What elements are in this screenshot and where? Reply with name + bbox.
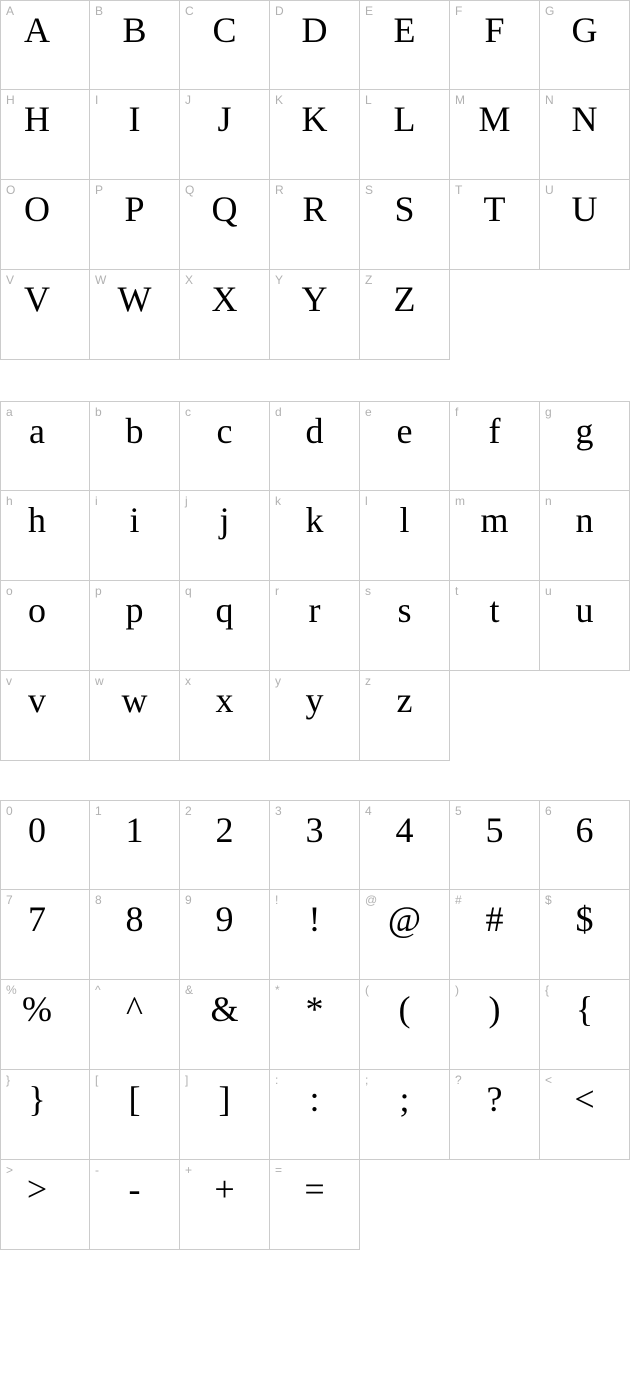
glyph-sample: 2 [215, 810, 234, 850]
glyph-cell [180, 90, 270, 180]
glyph-sample: V [24, 279, 50, 319]
glyph-block-uppercase [0, 0, 640, 360]
glyph-sample: 9 [215, 899, 234, 939]
glyph-cell [270, 270, 360, 360]
glyph-cell [0, 180, 90, 270]
glyph-sample: : [309, 1079, 320, 1119]
glyph-label: & [185, 983, 194, 997]
glyph-cell [180, 1070, 270, 1160]
glyph-sample: h [28, 500, 46, 540]
glyph-row [0, 270, 640, 360]
glyph-cell [0, 581, 90, 671]
glyph-label: T [455, 183, 463, 197]
glyph-cell [360, 270, 450, 360]
glyph-sample: 8 [125, 899, 144, 939]
glyph-sample: * [305, 989, 324, 1029]
glyph-label: ^ [95, 983, 101, 997]
glyph-label: P [95, 183, 104, 197]
glyph-label: ( [365, 983, 369, 997]
glyph-label: j [185, 494, 188, 508]
glyph-label: ! [275, 893, 279, 907]
glyph-label: t [455, 584, 459, 598]
glyph-sample: 7 [28, 899, 46, 939]
glyph-sample: + [214, 1169, 235, 1209]
glyph-sample: t [489, 590, 500, 630]
glyph-cell [270, 980, 360, 1070]
glyph-label: $ [545, 893, 552, 907]
glyph-label: x [185, 674, 191, 688]
glyph-cell [540, 0, 630, 90]
glyph-label: F [455, 4, 463, 18]
glyph-sample: G [571, 10, 598, 50]
glyph-cell [90, 401, 180, 491]
glyph-label: % [6, 983, 17, 997]
glyph-label: - [95, 1163, 99, 1177]
glyph-sample: H [24, 99, 50, 139]
glyph-sample: a [29, 411, 45, 451]
glyph-cell [0, 90, 90, 180]
glyph-label: ; [365, 1073, 369, 1087]
glyph-label: n [545, 494, 552, 508]
glyph-sample: 1 [125, 810, 144, 850]
glyph-cell [450, 180, 540, 270]
glyph-sample: z [396, 680, 413, 720]
glyph-cell [90, 1160, 180, 1250]
glyph-label: r [275, 584, 279, 598]
glyph-label: p [95, 584, 102, 598]
glyph-sample: r [308, 590, 321, 630]
glyph-cell [0, 491, 90, 581]
glyph-cell [360, 581, 450, 671]
glyph-sample: d [305, 411, 324, 451]
glyph-label: L [365, 93, 372, 107]
glyph-block-lowercase [0, 401, 640, 761]
glyph-cell [180, 180, 270, 270]
glyph-label: O [6, 183, 16, 197]
glyph-label: w [95, 674, 104, 688]
glyph-cell [360, 890, 450, 980]
glyph-label: [ [95, 1073, 99, 1087]
glyph-sample: = [304, 1169, 325, 1209]
glyph-label: > [6, 1163, 14, 1177]
glyph-cell [270, 0, 360, 90]
glyph-cell [180, 671, 270, 761]
glyph-label: s [365, 584, 371, 598]
glyph-cell [90, 0, 180, 90]
glyph-sample: 6 [575, 810, 594, 850]
glyph-label: d [275, 405, 282, 419]
glyph-sample: ; [399, 1079, 410, 1119]
glyph-sample: K [301, 99, 328, 139]
glyph-cell [450, 1070, 540, 1160]
glyph-cell [180, 1160, 270, 1250]
glyph-sample: i [129, 500, 140, 540]
glyph-cell [90, 491, 180, 581]
glyph-label: # [455, 893, 462, 907]
glyph-label: i [95, 494, 98, 508]
glyph-sample: & [210, 989, 239, 1029]
glyph-sample: b [125, 411, 144, 451]
glyph-row [0, 671, 640, 761]
glyph-sample: x [215, 680, 234, 720]
glyph-cell [360, 180, 450, 270]
glyph-label: y [275, 674, 281, 688]
glyph-label: 2 [185, 804, 192, 818]
glyph-cell [270, 180, 360, 270]
glyph-cell [450, 890, 540, 980]
glyph-cell [180, 800, 270, 890]
glyph-sample: w [121, 680, 148, 720]
glyph-cell [540, 1070, 630, 1160]
glyph-cell [270, 581, 360, 671]
glyph-sample: ! [308, 899, 321, 939]
glyph-label: U [545, 183, 554, 197]
glyph-sample: s [397, 590, 412, 630]
glyph-sample: } [28, 1079, 46, 1119]
glyph-label: R [275, 183, 284, 197]
glyph-cell [270, 1070, 360, 1160]
glyph-sample: T [483, 189, 506, 229]
glyph-cell [270, 90, 360, 180]
glyph-sample: M [478, 99, 511, 139]
glyph-cell [180, 581, 270, 671]
glyph-cell [360, 980, 450, 1070]
glyph-sample: v [28, 680, 46, 720]
glyph-cell [90, 890, 180, 980]
glyph-label: 9 [185, 893, 192, 907]
glyph-label: v [6, 674, 12, 688]
glyph-sample: P [124, 189, 145, 229]
glyph-cell [360, 1070, 450, 1160]
glyph-label: M [455, 93, 465, 107]
glyph-sample: W [117, 279, 152, 319]
glyph-sample: E [393, 10, 416, 50]
glyph-cell [450, 800, 540, 890]
glyph-sample: # [485, 899, 504, 939]
glyph-cell [360, 0, 450, 90]
glyph-label: ] [185, 1073, 189, 1087]
glyph-label: Z [365, 273, 373, 287]
glyph-row [0, 90, 640, 180]
glyph-label: b [95, 405, 102, 419]
glyph-cell [270, 671, 360, 761]
glyph-cell [0, 890, 90, 980]
glyph-cell [270, 491, 360, 581]
glyph-sample: o [28, 590, 46, 630]
glyph-sample: < [574, 1079, 595, 1119]
glyph-label: N [545, 93, 554, 107]
glyph-sample: l [399, 500, 410, 540]
glyph-cell [0, 401, 90, 491]
glyph-row [0, 1160, 640, 1250]
glyph-label: e [365, 405, 372, 419]
glyph-label: H [6, 93, 15, 107]
glyph-cell [180, 491, 270, 581]
glyph-sample: m [480, 500, 509, 540]
glyph-row [0, 980, 640, 1070]
glyph-cell [90, 270, 180, 360]
glyph-cell [540, 401, 630, 491]
glyph-cell [270, 800, 360, 890]
glyph-cell [360, 800, 450, 890]
glyph-label: : [275, 1073, 279, 1087]
glyph-cell [450, 0, 540, 90]
glyph-label: h [6, 494, 13, 508]
glyph-sample: - [128, 1169, 141, 1209]
glyph-label: D [275, 4, 284, 18]
glyph-cell [0, 671, 90, 761]
glyph-cell [180, 0, 270, 90]
glyph-sample: ^ [126, 989, 143, 1029]
glyph-cell [540, 890, 630, 980]
glyph-cell [540, 180, 630, 270]
glyph-sample: I [128, 99, 141, 139]
glyph-cell [180, 401, 270, 491]
glyph-label: u [545, 584, 552, 598]
glyph-label: 4 [365, 804, 372, 818]
glyph-sample: F [484, 10, 505, 50]
glyph-cell [180, 890, 270, 980]
glyph-label: = [275, 1163, 283, 1177]
glyph-cell [540, 90, 630, 180]
glyph-label: 6 [545, 804, 552, 818]
glyph-sample: p [125, 590, 144, 630]
glyph-cell [90, 800, 180, 890]
glyph-label: 3 [275, 804, 282, 818]
glyph-sample: % [22, 989, 52, 1029]
glyph-cell [360, 671, 450, 761]
glyph-sample: J [217, 99, 232, 139]
glyph-cell [540, 800, 630, 890]
glyph-cell [0, 800, 90, 890]
glyph-sample: D [301, 10, 328, 50]
glyph-cell [90, 180, 180, 270]
glyph-label: ) [455, 983, 459, 997]
glyph-label: m [455, 494, 465, 508]
glyph-label: S [365, 183, 374, 197]
glyph-label: 0 [6, 804, 13, 818]
glyph-sample: 3 [305, 810, 324, 850]
glyph-sample: [ [128, 1079, 141, 1119]
glyph-cell [0, 980, 90, 1070]
glyph-label: 7 [6, 893, 13, 907]
glyph-sample: > [26, 1169, 48, 1209]
glyph-label: G [545, 4, 555, 18]
glyph-cell [0, 270, 90, 360]
glyph-sample: S [394, 189, 415, 229]
glyph-sample: y [305, 680, 324, 720]
glyph-label: W [95, 273, 107, 287]
glyph-sample: ] [218, 1079, 231, 1119]
glyph-sample: Z [393, 279, 416, 319]
glyph-sample: O [24, 189, 50, 229]
glyph-cell [90, 1070, 180, 1160]
glyph-label: 8 [95, 893, 102, 907]
glyph-label: } [6, 1073, 11, 1087]
glyph-label: + [185, 1163, 193, 1177]
glyph-sample: g [575, 411, 594, 451]
glyph-sample: 0 [28, 810, 46, 850]
glyph-sample: Q [211, 189, 238, 229]
glyph-sample: A [24, 10, 50, 50]
glyph-label: z [365, 674, 371, 688]
glyph-label: Y [275, 273, 284, 287]
glyph-row [0, 800, 640, 890]
glyph-label: ? [455, 1073, 462, 1087]
glyph-sample: @ [387, 899, 422, 939]
glyph-sample: f [488, 411, 501, 451]
glyph-row [0, 180, 640, 270]
glyph-cell [360, 401, 450, 491]
glyph-sample: ) [488, 989, 501, 1029]
glyph-label: I [95, 93, 99, 107]
glyph-label: B [95, 4, 104, 18]
glyph-cell [450, 491, 540, 581]
glyph-label: A [6, 4, 15, 18]
glyph-sample: ( [398, 989, 411, 1029]
glyph-label: @ [365, 893, 378, 907]
glyph-cell [0, 1160, 90, 1250]
glyph-cell [450, 980, 540, 1070]
glyph-sample: ? [486, 1079, 503, 1119]
glyph-cell [180, 980, 270, 1070]
glyph-cell [0, 0, 90, 90]
glyph-sample: 4 [395, 810, 414, 850]
glyph-label: Q [185, 183, 195, 197]
glyph-cell [540, 980, 630, 1070]
glyph-sample: R [302, 189, 327, 229]
glyph-sample: Y [301, 279, 328, 319]
glyph-sample: u [575, 590, 594, 630]
glyph-sample: q [215, 590, 234, 630]
glyph-label: c [185, 405, 191, 419]
glyph-block-numerals-symbols [0, 800, 640, 1250]
glyph-label: J [185, 93, 191, 107]
glyph-sample: 5 [485, 810, 504, 850]
glyph-cell [90, 980, 180, 1070]
glyph-cell [270, 890, 360, 980]
glyph-label: { [545, 983, 550, 997]
glyph-label: V [6, 273, 15, 287]
glyph-label: f [455, 405, 459, 419]
glyph-sample: X [211, 279, 238, 319]
glyph-cell [360, 491, 450, 581]
glyph-label: * [275, 983, 280, 997]
glyph-cell [450, 90, 540, 180]
glyph-label: k [275, 494, 281, 508]
glyph-cell [90, 581, 180, 671]
glyph-sample: { [575, 989, 594, 1029]
glyph-label: C [185, 4, 194, 18]
glyph-label: q [185, 584, 192, 598]
glyph-row [0, 0, 640, 90]
glyph-row [0, 890, 640, 980]
glyph-cell [540, 491, 630, 581]
glyph-label: X [185, 273, 194, 287]
glyph-sample: k [305, 500, 324, 540]
glyph-cell [180, 270, 270, 360]
glyph-sample: e [396, 411, 413, 451]
glyph-sample: C [212, 10, 237, 50]
glyph-cell [90, 671, 180, 761]
glyph-label: 1 [95, 804, 102, 818]
glyph-cell [90, 90, 180, 180]
glyph-label: o [6, 584, 13, 598]
glyph-cell [360, 90, 450, 180]
glyph-cell [450, 401, 540, 491]
glyph-label: g [545, 405, 552, 419]
glyph-row [0, 401, 640, 491]
glyph-sample: $ [575, 899, 594, 939]
glyph-row [0, 1070, 640, 1160]
glyph-row [0, 581, 640, 671]
glyph-sample: B [122, 10, 147, 50]
glyph-sample: n [575, 500, 594, 540]
glyph-label: l [365, 494, 368, 508]
glyph-label: 5 [455, 804, 462, 818]
glyph-cell [270, 1160, 360, 1250]
glyph-sample: c [216, 411, 233, 451]
glyph-cell [0, 1070, 90, 1160]
glyph-label: K [275, 93, 284, 107]
glyph-label: < [545, 1073, 553, 1087]
glyph-label: E [365, 4, 374, 18]
glyph-sample: j [219, 500, 230, 540]
glyph-row [0, 491, 640, 581]
glyph-sample: N [571, 99, 598, 139]
glyph-cell [540, 581, 630, 671]
glyph-sample: U [571, 189, 598, 229]
glyph-label: a [6, 405, 13, 419]
glyph-cell [450, 581, 540, 671]
glyph-cell [270, 401, 360, 491]
glyph-sample: L [393, 99, 416, 139]
